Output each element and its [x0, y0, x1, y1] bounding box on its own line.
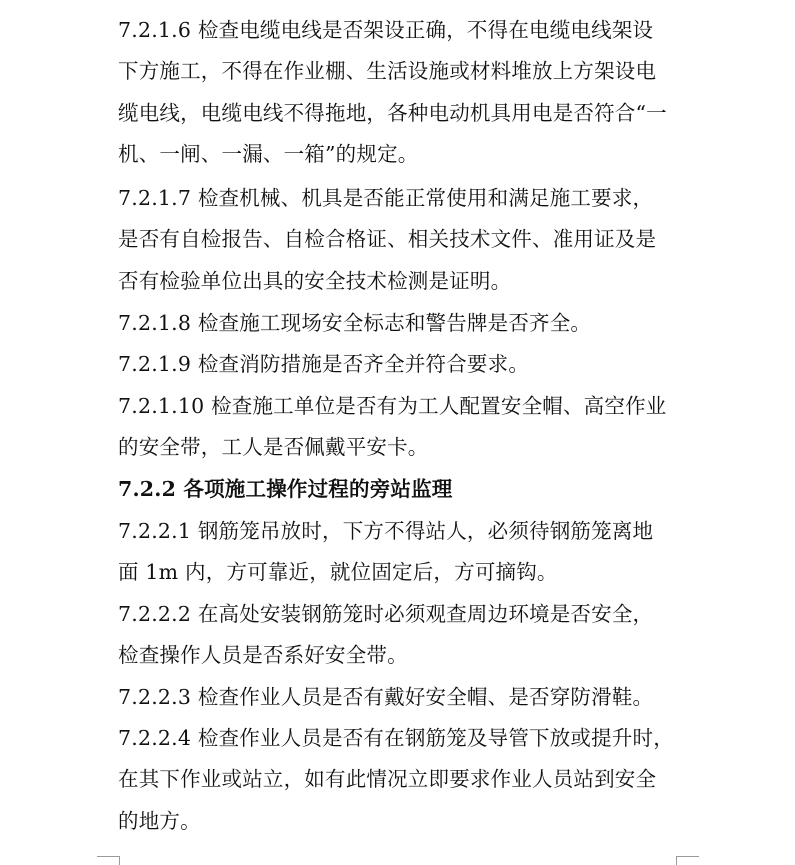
text-line: 7.2.2.1 钢筋笼吊放时，下方不得站人，必须待钢筋笼离地 — [118, 519, 654, 543]
text-line: 否有检验单位出具的安全技术检测是证明。 — [118, 268, 512, 293]
paragraph-7-2-2-2 — [118, 594, 678, 677]
section-heading-7-2-2 — [118, 469, 678, 510]
page-corner-mark-left — [97, 856, 120, 865]
text-line: 7.2.1.6 检查电缆电线是否架设正确，不得在电缆电线架设 — [118, 18, 654, 42]
text-line: 7.2.1.9 检查消防措施是否齐全并符合要求。 — [118, 352, 530, 376]
text-line: 在其下作业或站立，如有此情况立即要求作业人员站到安全 — [118, 767, 657, 792]
text-line: 7.2.2.4 检查作业人员是否有在钢筋笼及导管下放或提升时， — [118, 726, 674, 750]
page-corner-mark-right — [676, 856, 699, 865]
text-line: 的地方。 — [118, 808, 201, 833]
text-line: 7.2.1.8 检查施工现场安全标志和警告牌是否齐全。 — [118, 311, 592, 335]
text-line: 是否有自检报告、自检合格证、相关技术文件、准用证及是 — [118, 227, 657, 252]
text-line: 检查操作人员是否系好安全带。 — [118, 643, 408, 668]
paragraph-7-2-1-7 — [118, 178, 678, 302]
text-line: 机、一闸、一漏、一箱”的规定。 — [118, 141, 419, 166]
paragraph-7-2-2-4 — [118, 718, 678, 842]
paragraph-7-2-1-10 — [118, 386, 678, 469]
heading-text: 7.2.2 各项施工操作过程的旁站监理 — [118, 477, 453, 501]
paragraph-7-2-2-1 — [118, 511, 678, 594]
text-line: 缆电线，电缆电线不得拖地，各种电动机具用电是否符合“一 — [118, 100, 667, 125]
text-line: 7.2.2.3 检查作业人员是否有戴好安全帽、是否穿防滑鞋。 — [118, 685, 654, 709]
paragraph-7-2-2-3 — [118, 677, 678, 718]
paragraph-7-2-1-9 — [118, 344, 678, 385]
text-line: 7.2.1.10 检查施工单位是否有为工人配置安全帽、高空作业 — [118, 394, 667, 418]
text-line: 下方施工，不得在作业棚、生活设施或材料堆放上方架设电 — [118, 59, 657, 84]
text-line: 的安全带，工人是否佩戴平安卡。 — [118, 435, 429, 460]
text-line: 7.2.2.2 在高处安装钢筋笼时必须观查周边环境是否安全， — [118, 602, 654, 626]
paragraph-7-2-1-8 — [118, 303, 678, 344]
text-line: 面 1m 内，方可靠近，就位固定后，方可摘钩。 — [118, 560, 558, 585]
text-line: 7.2.1.7 检查机械、机具是否能正常使用和满足施工要求， — [118, 186, 654, 210]
paragraph-7-2-1-6 — [118, 10, 678, 175]
